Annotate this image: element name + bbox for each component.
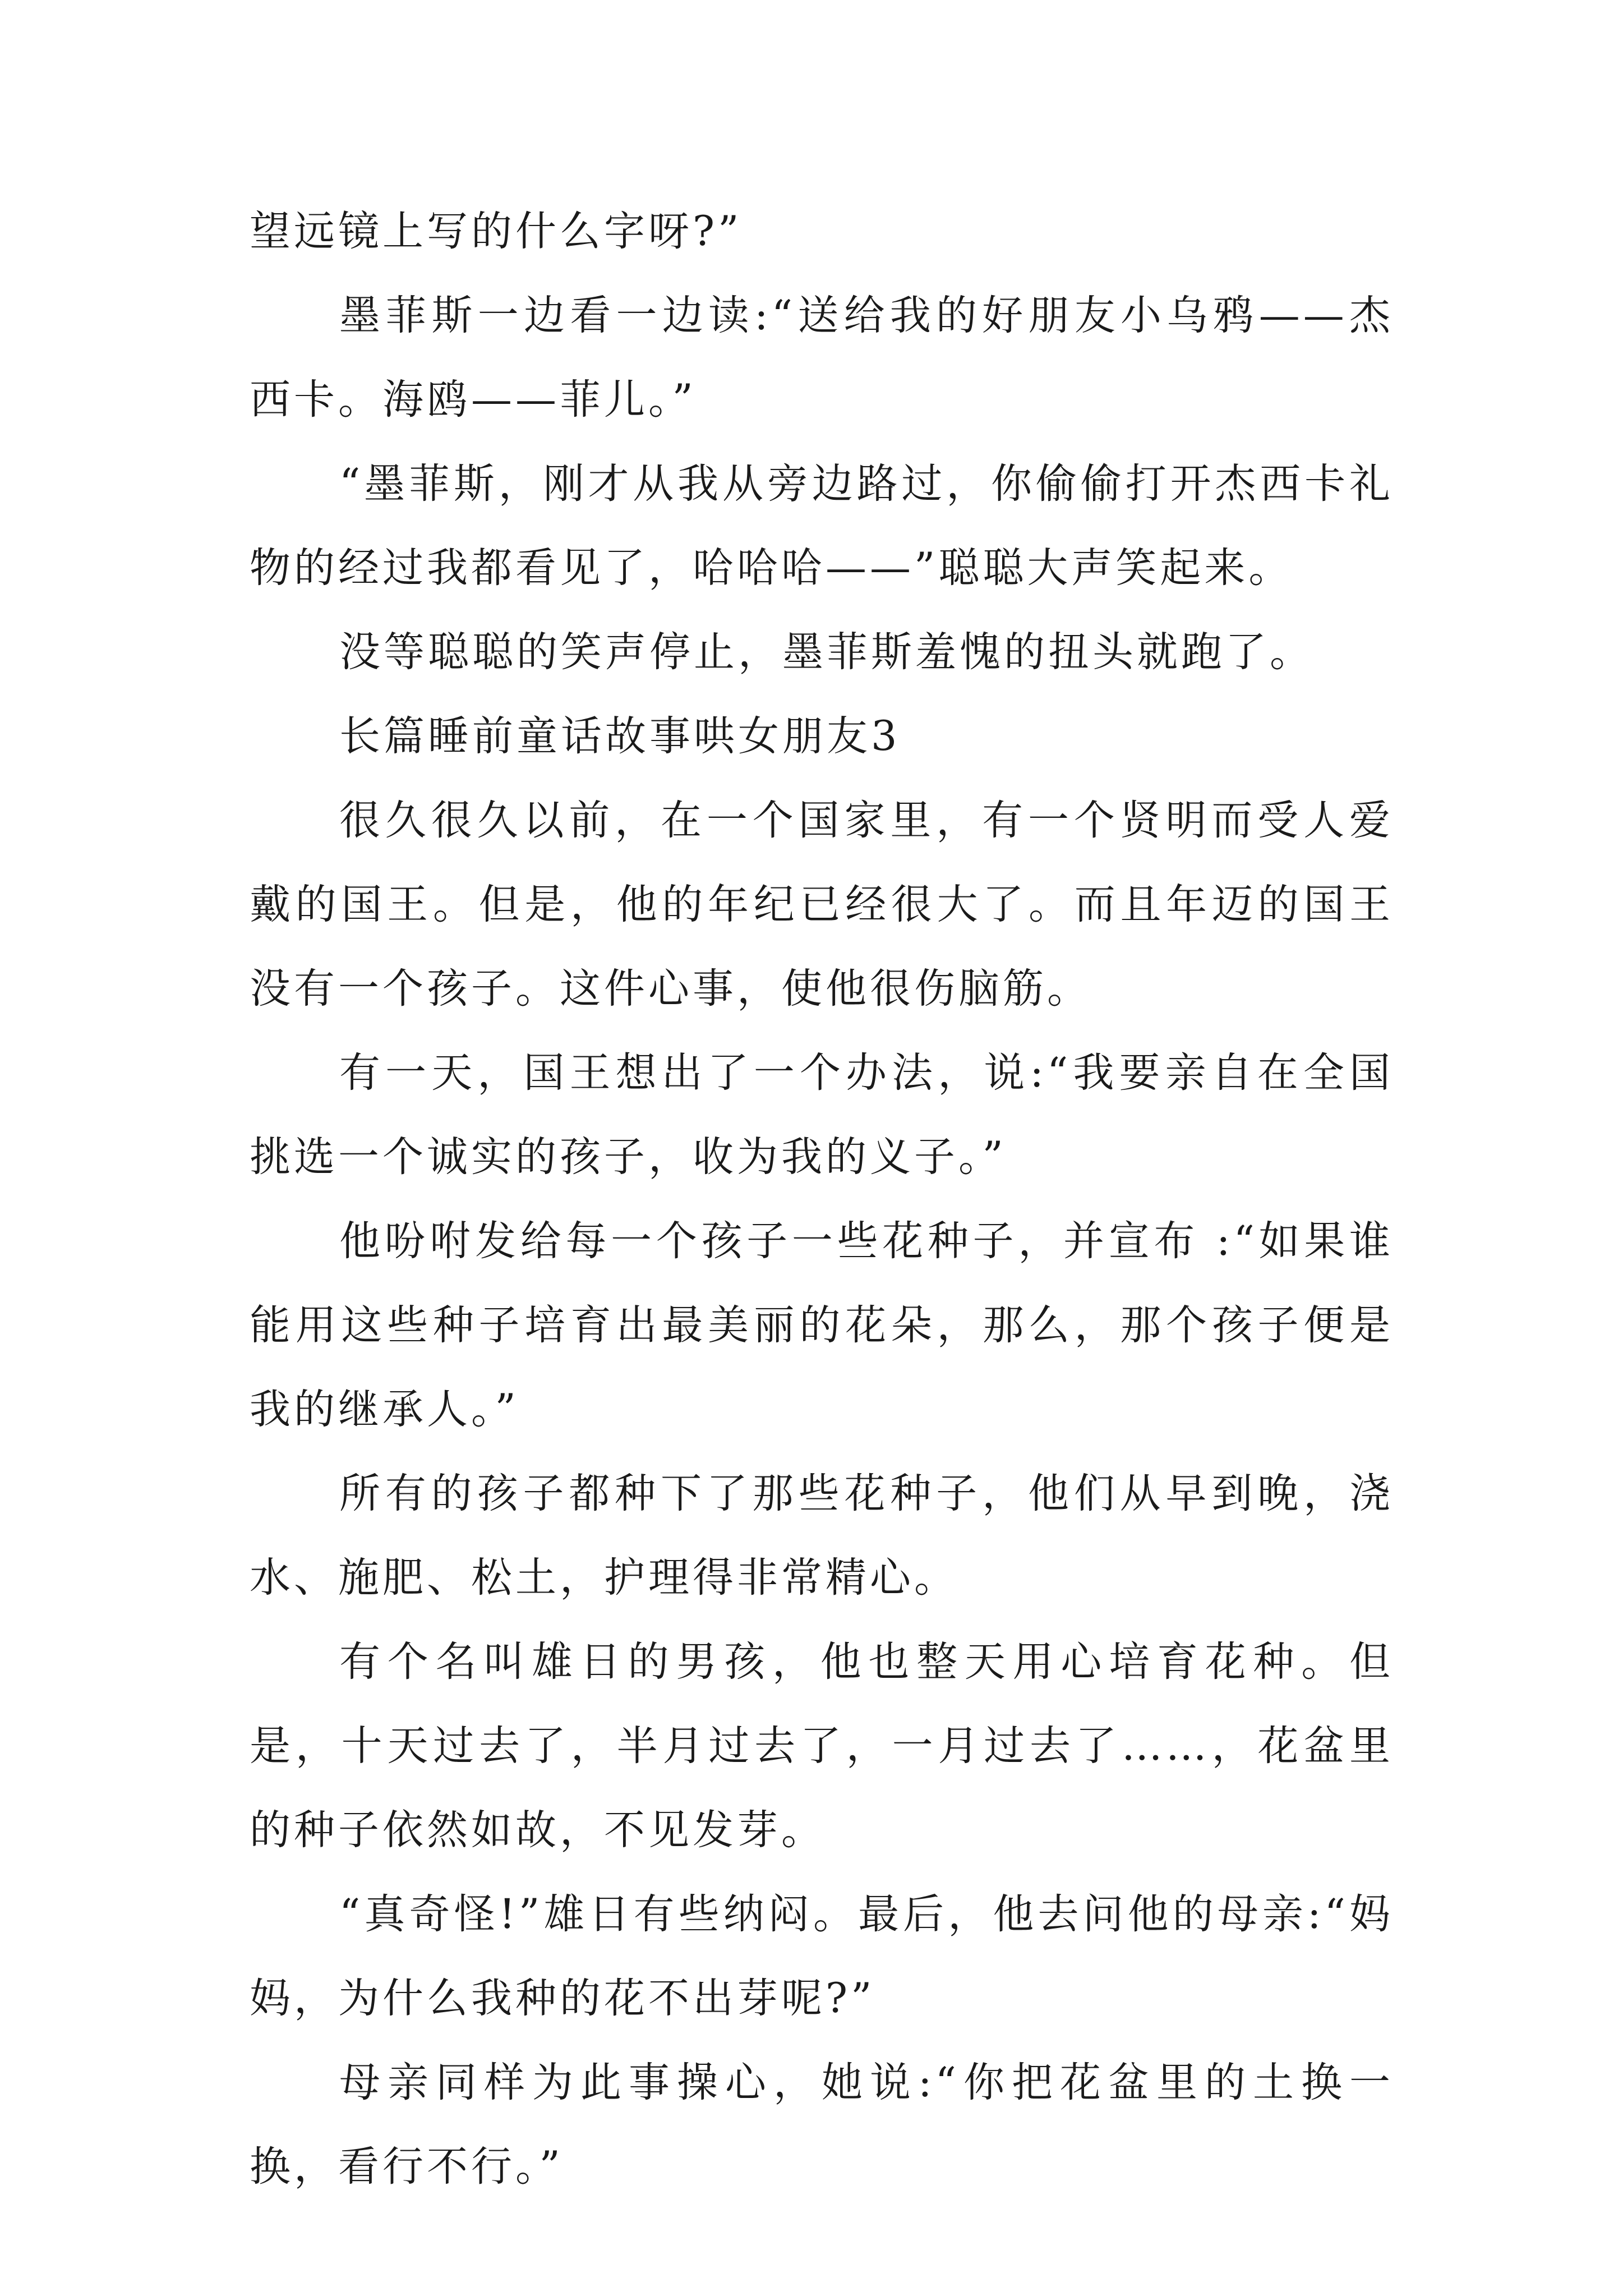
paragraph-6: 很久很久以前，在一个国家里，有一个贤明而受人爱戴的国王。但是，他的年纪已经很大了。而且年迈的国王没有一个孩子。这件心事，使他很伤脑筋。 xyxy=(250,797,1394,1013)
document-body xyxy=(250,190,1394,2209)
paragraph-11: “真奇怪!”雄日有些纳闷。最后，他去问他的母亲:“妈妈，为什么我种的花不出芽呢?” xyxy=(250,1890,1394,2022)
paragraph-12: 母亲同样为此事操心，她说:“你把花盆里的土换一换，看行不行。” xyxy=(250,2059,1394,2191)
paragraph-1: 望远镜上写的什么字呀?” xyxy=(250,208,743,255)
section-heading: 长篇睡前童话故事哄女朋友3 xyxy=(339,712,901,760)
paragraph-8: 他吩咐发给每一个孩子一些花种子，并宣布 :“如果谁能用这些种子培育出最美丽的花朵，那么，那个孩子便是我的继承人。” xyxy=(250,1217,1394,1433)
paragraph-3: “墨菲斯，刚才从我从旁边路过，你偷偷打开杰西卡礼物的经过我都看见了，哈哈哈——”聪聪大声笑起来。 xyxy=(250,460,1394,592)
paragraph-4: 没等聪聪的笑声停止，墨菲斯羞愧的扭头就跑了。 xyxy=(339,628,1314,676)
paragraph-2: 墨菲斯一边看一边读:“送给我的好朋友小乌鸦——杰西卡。海鸥——菲儿。” xyxy=(250,292,1394,424)
paragraph-10: 有个名叫雄日的男孩，他也整天用心培育花种。但是，十天过去了，半月过去了，一月过去了……，花盆里的种子依然如故，不见发芽。 xyxy=(250,1638,1394,1854)
paragraph-9: 所有的孩子都种下了那些花种子，他们从早到晚，浇水、施肥、松土，护理得非常精心。 xyxy=(250,1470,1394,1602)
paragraph-7: 有一天，国王想出了一个办法，说:“我要亲自在全国挑选一个诚实的孩子，收为我的义子。” xyxy=(250,1049,1394,1181)
